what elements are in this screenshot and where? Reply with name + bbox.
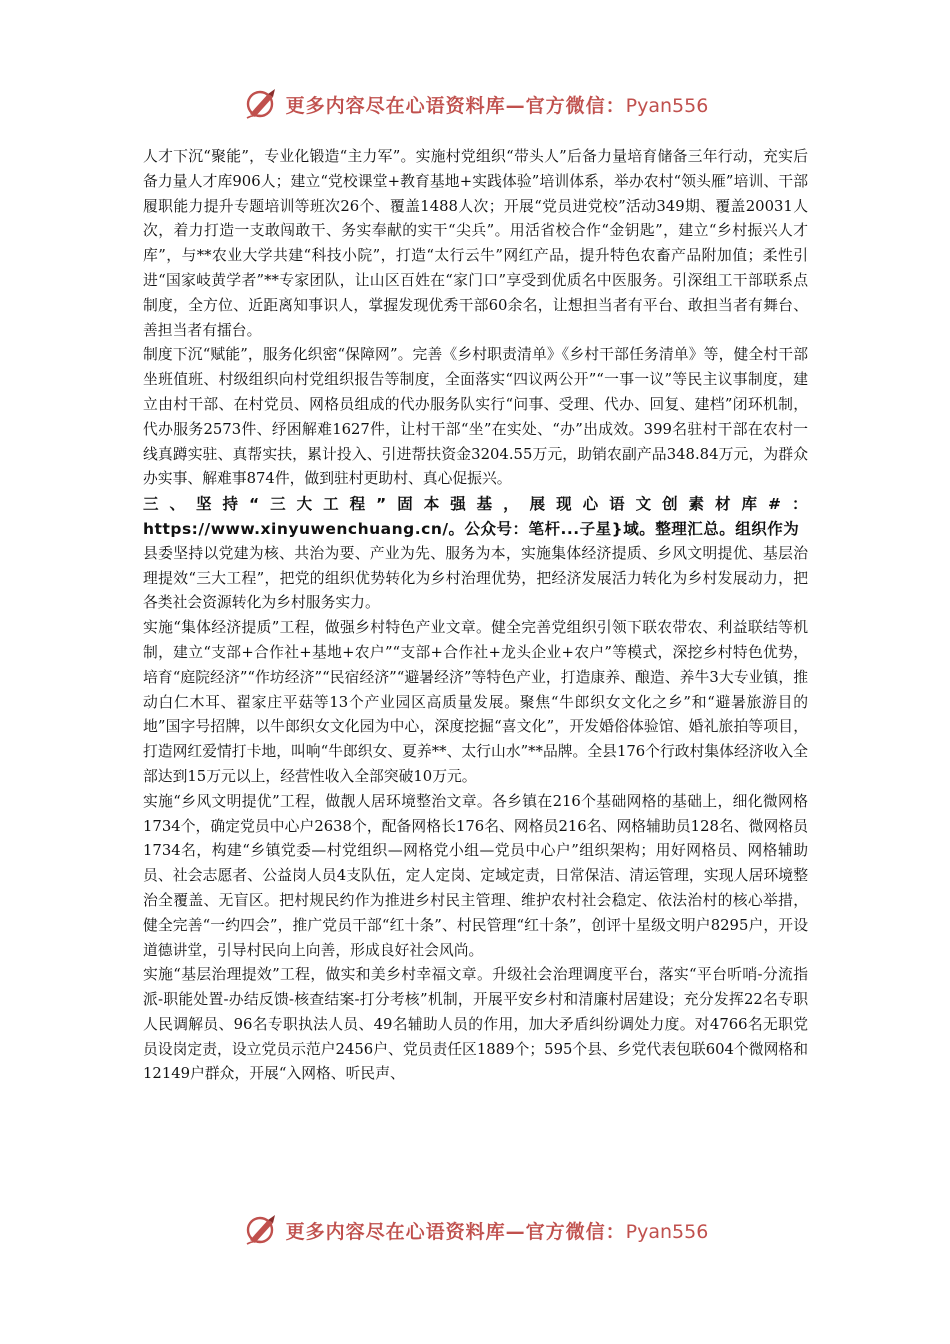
paragraph-system: 制度下沉“赋能”，服务化织密“保障网”。完善《乡村职责清单》《乡村干部任务清单》等，健全村干部坐班值班、村级组织向村党组织报告等制度，全面落实“四议两公开”“一事一议”等民主议事制度，建立由村干部、在村党员、网格员组成的代办服务队实行“问事、受理、代办、回复、建档”闭环机制，代办服务2573件、纾困解难1627件，让村干部“坐”在实处、“办”出成效。399名驻村干部在农村一线真蹲实驻、真帮实扶，累计投入、引进帮扶资金3204.55万元，助销农副产品348.84万元，为群众办实事、解难事874件，做到驻村更助村、真心促振兴。: [143, 346, 808, 488]
footer-banner: [0, 1208, 950, 1252]
paragraph-talent: 人才下沉“聚能”，专业化锻造“主力军”。实施村党组织“带头人”后备力量培育储备三年行动，充实后备力量人才库906人；建立“党校课堂+教育基地+实践体验”培训体系，举办农村“领头雁”培训、干部履职能力提升专题培训等班次26个、覆盖1488人次；开展“党员进党校”活动349期、覆盖20031人次，着力打造一支敢闯敢干、务实奉献的实干“尖兵”。用活省校合作“金钥匙”，建立“乡村振兴人才库”，与**农业大学共建“科技小院”，打造“太行云牛”网红产品，提升特色农畜产品附加值；柔性引进“国家岐黄学者”**专家团队，让山区百姓在“家门口”享受到优质名中医服务。引深组工干部联系点制度，全方位、近距离知事识人，掌握发现优秀干部60余名，让想担当者有平台、敢担当者有舞台、善担当者有擂台。: [143, 148, 808, 339]
footer-banner-text: 更多内容尽在心语资料库—官方微信：Pyan556: [285, 1220, 709, 1243]
paragraph-governance: 实施“基层治理提效”工程，做实和美乡村幸福文章。升级社会治理调度平台，落实“平台听哨-分流指派-职能处置-办结反馈-核查结案-打分考核”机制，开展平安乡村和清廉村居建设；充分发挥22名专职人民调解员、96名专职执法人员、49名辅助人员的作用，加大矛盾纠纷调处力度。对4766名无职党员设岗定责，设立党员示范户2456户、党员责任区1889个；595个县、乡党代表包联604个微网格和12149户群众，开展“入网格、听民声、: [143, 966, 808, 1083]
footer-wechat-id: Pyan556: [625, 1220, 709, 1243]
section-heading: 三、坚持“三大工程”固本强基，展现心语文创素材库#：https://www.xinyuwenchuang.cn/。公众号：笔杆...子星}域。整理汇总。组织作为: [143, 495, 808, 538]
header-wechat-id: Pyan556: [625, 94, 709, 117]
header-banner: [0, 82, 950, 126]
document-body: [143, 145, 808, 1087]
header-banner-text: 更多内容尽在心语资料库—官方微信：Pyan556: [285, 94, 709, 117]
pen-logo-icon: [242, 84, 282, 124]
pen-logo-icon: [242, 1210, 282, 1250]
paragraph-civility: 实施“乡风文明提优”工程，做靓人居环境整治文章。各乡镇在216个基础网格的基础上，细化微网格1734个，确定党员中心户2638个，配备网格长176名、网格员216名、网格辅助员128名、微网格员1734名，构建“乡镇党委—村党组织—网格党小组—党员中心户”组织架构；用好网格员、网格辅助员、社会志愿者、公益岗人员4支队伍，定人定岗、定域定责，日常保洁、清运管理，实现人居环境整治全覆盖、无盲区。把村规民约作为推进乡村民主管理、维护农村社会稳定、依法治村的核心举措，健全完善“一约四会”，推广党员干部“红十条”、村民管理“红十条”，创评十星级文明户8295户，开设道德讲堂，引导村民向上向善，形成良好社会风尚。: [143, 792, 808, 959]
paragraph-intro: 县委坚持以党建为核、共治为要、产业为先、服务为本，实施集体经济提质、乡风文明提优、基层治理提效“三大工程”，把党的组织优势转化为乡村治理优势，把经济发展活力转化为乡村发展动力，把各类社会资源转化为乡村服务实力。: [143, 544, 808, 612]
paragraph-economy: 实施“集体经济提质”工程，做强乡村特色产业文章。健全完善党组织引领下联农带农、利益联结等机制，建立“支部+合作社+基地+农户”“支部+合作社+龙头企业+农户”等模式，深挖乡村特色优势，培育“庭院经济”“作坊经济”“民宿经济”“避暑经济”等特色产业，打造康养、酿造、养牛3大专业镇，推动白仁木耳、翟家庄平菇等13个产业园区高质量发展。聚焦“牛郎织女文化之乡”和“避暑旅游目的地”国字号招牌，以牛郎织女文化园为中心，深度挖掘“喜文化”，开发婚俗体验馆、婚礼旅拍等项目，打造网红爱情打卡地，叫响“牛郎织女、夏养**、太行山水”**品牌。全县176个行政村集体经济收入全部达到15万元以上，经营性收入全部突破10万元。: [143, 619, 808, 785]
